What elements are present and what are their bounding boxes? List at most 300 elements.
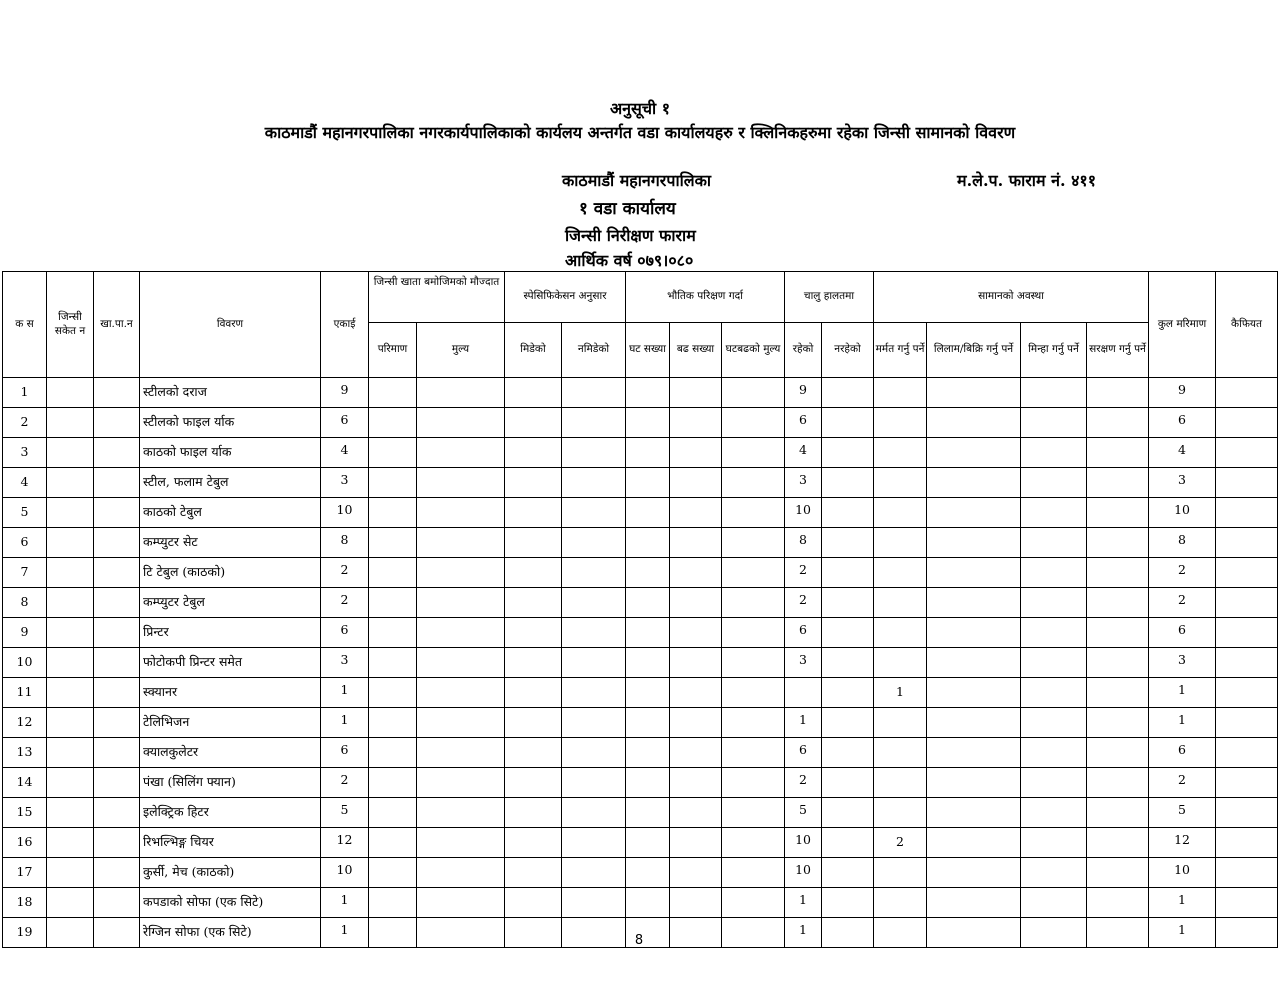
table-row xyxy=(3,438,1278,468)
cell-total: 2 xyxy=(1149,558,1216,588)
cell-remarks xyxy=(1216,678,1278,708)
cell-sn: 5 xyxy=(3,498,47,528)
cell-khapan xyxy=(94,828,140,858)
cell-description: क्यालकुलेटर xyxy=(140,738,321,768)
header-sn: क स xyxy=(3,272,47,378)
cell-matched xyxy=(505,738,562,768)
cell-quantity xyxy=(369,408,417,438)
cell-value xyxy=(417,738,505,768)
cell-working: 3 xyxy=(785,468,822,498)
cell-surplus xyxy=(670,558,722,588)
cell-value xyxy=(417,648,505,678)
cell-diff-value xyxy=(722,888,785,918)
cell-total: 1 xyxy=(1149,678,1216,708)
cell-jinsi-code xyxy=(47,798,94,828)
cell-value xyxy=(417,438,505,468)
cell-repair xyxy=(874,438,927,468)
cell-writeoff xyxy=(1021,678,1087,708)
cell-auction xyxy=(927,828,1021,858)
cell-repair xyxy=(874,858,927,888)
cell-repair: 2 xyxy=(874,828,927,858)
cell-matched xyxy=(505,498,562,528)
cell-jinsi-code xyxy=(47,738,94,768)
cell-working: 2 xyxy=(785,588,822,618)
cell-sn: 13 xyxy=(3,738,47,768)
cell-shortage xyxy=(626,888,670,918)
cell-matched xyxy=(505,798,562,828)
header-repair: मर्मत गर्नु पर्ने xyxy=(874,323,927,378)
cell-transfer xyxy=(1087,888,1149,918)
cell-total: 3 xyxy=(1149,648,1216,678)
cell-jinsi-code xyxy=(47,408,94,438)
cell-writeoff xyxy=(1021,888,1087,918)
cell-writeoff xyxy=(1021,498,1087,528)
cell-matched xyxy=(505,858,562,888)
header-jinsi-code: जिन्सी सकेत न xyxy=(47,272,94,378)
cell-khapan xyxy=(94,408,140,438)
cell-shortage xyxy=(626,678,670,708)
cell-sn: 2 xyxy=(3,408,47,438)
table-row xyxy=(3,588,1278,618)
cell-not-working xyxy=(822,378,874,408)
cell-description: स्टील, फलाम टेबुल xyxy=(140,468,321,498)
table-row xyxy=(3,738,1278,768)
cell-khapan xyxy=(94,558,140,588)
cell-diff-value xyxy=(722,558,785,588)
cell-unit: 10 xyxy=(321,858,369,888)
cell-description: पंखा (सिलिंग फ्यान) xyxy=(140,768,321,798)
cell-transfer xyxy=(1087,558,1149,588)
cell-diff-value xyxy=(722,438,785,468)
cell-writeoff xyxy=(1021,648,1087,678)
cell-quantity xyxy=(369,858,417,888)
cell-surplus xyxy=(670,528,722,558)
cell-repair xyxy=(874,768,927,798)
cell-value xyxy=(417,828,505,858)
cell-quantity xyxy=(369,888,417,918)
cell-description: कुर्सी, मेच (काठको) xyxy=(140,858,321,888)
cell-surplus xyxy=(670,468,722,498)
cell-unmatched xyxy=(562,468,626,498)
cell-unit: 1 xyxy=(321,918,369,948)
cell-unit: 1 xyxy=(321,888,369,918)
cell-repair xyxy=(874,498,927,528)
cell-transfer xyxy=(1087,768,1149,798)
cell-khapan xyxy=(94,498,140,528)
cell-total: 6 xyxy=(1149,618,1216,648)
cell-auction xyxy=(927,708,1021,738)
cell-description: रेग्जिन सोफा (एक सिटे) xyxy=(140,918,321,948)
cell-transfer xyxy=(1087,378,1149,408)
cell-value xyxy=(417,408,505,438)
cell-unmatched xyxy=(562,738,626,768)
cell-surplus xyxy=(670,768,722,798)
cell-khapan xyxy=(94,588,140,618)
cell-unmatched xyxy=(562,588,626,618)
cell-remarks xyxy=(1216,378,1278,408)
header-quantity: परिमाण xyxy=(369,323,417,378)
cell-matched xyxy=(505,468,562,498)
table-row xyxy=(3,708,1278,738)
cell-unit: 3 xyxy=(321,648,369,678)
cell-total: 5 xyxy=(1149,798,1216,828)
cell-description: काठको टेबुल xyxy=(140,498,321,528)
table-row xyxy=(3,798,1278,828)
cell-jinsi-code xyxy=(47,678,94,708)
cell-description: फोटोकपी प्रिन्टर समेत xyxy=(140,648,321,678)
cell-auction xyxy=(927,588,1021,618)
table-row xyxy=(3,888,1278,918)
cell-diff-value xyxy=(722,468,785,498)
cell-unit: 8 xyxy=(321,528,369,558)
cell-writeoff xyxy=(1021,438,1087,468)
cell-not-working xyxy=(822,468,874,498)
cell-transfer xyxy=(1087,438,1149,468)
cell-value xyxy=(417,888,505,918)
cell-unit: 1 xyxy=(321,678,369,708)
cell-shortage xyxy=(626,558,670,588)
cell-diff-value xyxy=(722,798,785,828)
cell-unmatched xyxy=(562,618,626,648)
cell-matched xyxy=(505,378,562,408)
cell-auction xyxy=(927,648,1021,678)
cell-transfer xyxy=(1087,408,1149,438)
cell-total: 6 xyxy=(1149,408,1216,438)
header-group-spec: स्पेसिफिकेसन अनुसार xyxy=(505,272,626,323)
cell-value xyxy=(417,708,505,738)
header-group-stock: जिन्सी खाता बमोजिमको मौज्दात xyxy=(369,272,505,323)
cell-quantity xyxy=(369,708,417,738)
cell-surplus xyxy=(670,858,722,888)
cell-not-working xyxy=(822,828,874,858)
cell-total: 9 xyxy=(1149,378,1216,408)
cell-auction xyxy=(927,678,1021,708)
cell-unmatched xyxy=(562,888,626,918)
cell-unmatched xyxy=(562,708,626,738)
cell-not-working xyxy=(822,588,874,618)
cell-transfer xyxy=(1087,828,1149,858)
header-description: विवरण xyxy=(140,272,321,378)
cell-shortage xyxy=(626,828,670,858)
page-number: 8 xyxy=(634,933,644,948)
table-row xyxy=(3,828,1278,858)
cell-writeoff xyxy=(1021,528,1087,558)
cell-shortage xyxy=(626,768,670,798)
header-matched: मिडेको xyxy=(505,323,562,378)
cell-diff-value xyxy=(722,618,785,648)
main-title: काठमाडौं महानगरपालिका नगरकार्यपालिकाको कार्यलय अन्तर्गत वडा कार्यालयहरु र क्लिनिकहरुमा रहेका जिन्सी सामानको विवरण xyxy=(264,123,1016,142)
header-value: मुल्य xyxy=(417,323,505,378)
cell-description: काठको फाइल र्याक xyxy=(140,438,321,468)
municipality-name: काठमाडौं महानगरपालिका xyxy=(562,171,712,190)
cell-surplus xyxy=(670,888,722,918)
cell-quantity xyxy=(369,768,417,798)
header-writeoff: मिन्हा गर्नु पर्ने xyxy=(1021,323,1087,378)
header-diff-value: घटबढको मुल्य xyxy=(722,323,785,378)
cell-remarks xyxy=(1216,768,1278,798)
cell-working: 6 xyxy=(785,618,822,648)
cell-shortage xyxy=(626,588,670,618)
header-group-physical: भौतिक परिक्षण गर्दा xyxy=(626,272,785,323)
header-transfer: सरक्षण गर्नु पर्ने xyxy=(1087,323,1149,378)
table-row xyxy=(3,498,1278,528)
cell-description: रिभल्भिङ्ग चियर xyxy=(140,828,321,858)
cell-unmatched xyxy=(562,858,626,888)
cell-matched xyxy=(505,708,562,738)
cell-jinsi-code xyxy=(47,498,94,528)
cell-shortage xyxy=(626,408,670,438)
cell-transfer xyxy=(1087,648,1149,678)
cell-khapan xyxy=(94,528,140,558)
cell-unit: 10 xyxy=(321,498,369,528)
cell-total: 1 xyxy=(1149,708,1216,738)
cell-repair xyxy=(874,408,927,438)
cell-unmatched xyxy=(562,498,626,528)
cell-surplus xyxy=(670,588,722,618)
cell-shortage xyxy=(626,708,670,738)
cell-value xyxy=(417,858,505,888)
cell-sn: 4 xyxy=(3,468,47,498)
cell-matched xyxy=(505,528,562,558)
table-row xyxy=(3,768,1278,798)
table-row xyxy=(3,408,1278,438)
cell-writeoff xyxy=(1021,768,1087,798)
cell-not-working xyxy=(822,708,874,738)
table-row xyxy=(3,378,1278,408)
cell-sn: 11 xyxy=(3,678,47,708)
cell-remarks xyxy=(1216,708,1278,738)
cell-value xyxy=(417,528,505,558)
cell-diff-value xyxy=(722,588,785,618)
cell-auction xyxy=(927,378,1021,408)
ward-office-title: १ वडा कार्यालय xyxy=(579,199,676,219)
cell-not-working xyxy=(822,498,874,528)
cell-working: 2 xyxy=(785,768,822,798)
cell-not-working xyxy=(822,438,874,468)
cell-shortage xyxy=(626,798,670,828)
cell-matched xyxy=(505,678,562,708)
cell-matched xyxy=(505,618,562,648)
cell-not-working xyxy=(822,618,874,648)
cell-sn: 7 xyxy=(3,558,47,588)
cell-quantity xyxy=(369,468,417,498)
cell-shortage xyxy=(626,438,670,468)
cell-transfer xyxy=(1087,588,1149,618)
cell-surplus xyxy=(670,678,722,708)
cell-total: 3 xyxy=(1149,468,1216,498)
cell-writeoff xyxy=(1021,558,1087,588)
cell-unit: 12 xyxy=(321,828,369,858)
cell-description: कम्प्युटर सेट xyxy=(140,528,321,558)
cell-quantity xyxy=(369,438,417,468)
cell-value xyxy=(417,468,505,498)
cell-matched xyxy=(505,438,562,468)
cell-quantity xyxy=(369,618,417,648)
cell-writeoff xyxy=(1021,858,1087,888)
cell-sn: 6 xyxy=(3,528,47,558)
cell-sn: 9 xyxy=(3,618,47,648)
cell-quantity xyxy=(369,738,417,768)
table-row xyxy=(3,678,1278,708)
cell-transfer xyxy=(1087,528,1149,558)
cell-diff-value xyxy=(722,408,785,438)
cell-value xyxy=(417,588,505,618)
header-unmatched: नमिडेको xyxy=(562,323,626,378)
cell-total: 10 xyxy=(1149,858,1216,888)
cell-total: 8 xyxy=(1149,528,1216,558)
cell-auction xyxy=(927,498,1021,528)
cell-remarks xyxy=(1216,618,1278,648)
cell-not-working xyxy=(822,738,874,768)
cell-khapan xyxy=(94,468,140,498)
cell-sn: 8 xyxy=(3,588,47,618)
cell-transfer xyxy=(1087,618,1149,648)
cell-khapan xyxy=(94,438,140,468)
cell-jinsi-code xyxy=(47,378,94,408)
cell-quantity xyxy=(369,528,417,558)
cell-surplus xyxy=(670,618,722,648)
cell-description: स्क्यानर xyxy=(140,678,321,708)
cell-working: 10 xyxy=(785,828,822,858)
cell-auction xyxy=(927,528,1021,558)
cell-jinsi-code xyxy=(47,708,94,738)
cell-shortage xyxy=(626,858,670,888)
cell-unit: 1 xyxy=(321,708,369,738)
cell-remarks xyxy=(1216,498,1278,528)
header-shortage: घट सख्या xyxy=(626,323,670,378)
cell-working: 6 xyxy=(785,738,822,768)
cell-unmatched xyxy=(562,648,626,678)
cell-sn: 3 xyxy=(3,438,47,468)
cell-remarks xyxy=(1216,408,1278,438)
cell-total: 1 xyxy=(1149,888,1216,918)
cell-remarks xyxy=(1216,798,1278,828)
cell-matched xyxy=(505,888,562,918)
cell-shortage xyxy=(626,738,670,768)
cell-jinsi-code xyxy=(47,768,94,798)
cell-matched xyxy=(505,828,562,858)
cell-transfer xyxy=(1087,498,1149,528)
cell-value xyxy=(417,768,505,798)
cell-remarks xyxy=(1216,828,1278,858)
table-row xyxy=(3,528,1278,558)
cell-remarks xyxy=(1216,558,1278,588)
cell-remarks xyxy=(1216,528,1278,558)
cell-quantity xyxy=(369,828,417,858)
cell-not-working xyxy=(822,528,874,558)
cell-shortage xyxy=(626,468,670,498)
cell-not-working xyxy=(822,678,874,708)
cell-auction xyxy=(927,888,1021,918)
cell-diff-value xyxy=(722,708,785,738)
cell-unmatched xyxy=(562,528,626,558)
cell-diff-value xyxy=(722,498,785,528)
cell-value xyxy=(417,378,505,408)
cell-auction xyxy=(927,738,1021,768)
cell-value xyxy=(417,678,505,708)
cell-jinsi-code xyxy=(47,888,94,918)
cell-jinsi-code xyxy=(47,438,94,468)
cell-transfer xyxy=(1087,738,1149,768)
cell-sn: 19 xyxy=(3,918,47,948)
cell-working: 2 xyxy=(785,558,822,588)
cell-working: 6 xyxy=(785,408,822,438)
cell-working xyxy=(785,678,822,708)
header-khapan: खा.पा.न xyxy=(94,272,140,378)
cell-jinsi-code xyxy=(47,588,94,618)
cell-repair xyxy=(874,588,927,618)
cell-auction xyxy=(927,438,1021,468)
cell-transfer xyxy=(1087,858,1149,888)
cell-sn: 14 xyxy=(3,768,47,798)
cell-working: 1 xyxy=(785,888,822,918)
form-title: जिन्सी निरीक्षण फाराम xyxy=(565,226,696,245)
cell-value xyxy=(417,618,505,648)
cell-writeoff xyxy=(1021,828,1087,858)
cell-total: 10 xyxy=(1149,498,1216,528)
cell-total: 4 xyxy=(1149,438,1216,468)
cell-writeoff xyxy=(1021,798,1087,828)
inventory-table-body xyxy=(3,378,1278,948)
cell-matched xyxy=(505,588,562,618)
cell-sn: 12 xyxy=(3,708,47,738)
cell-unit: 3 xyxy=(321,468,369,498)
cell-unit: 5 xyxy=(321,798,369,828)
cell-matched xyxy=(505,648,562,678)
cell-quantity xyxy=(369,798,417,828)
cell-not-working xyxy=(822,768,874,798)
cell-description: टि टेबुल (काठको) xyxy=(140,558,321,588)
cell-jinsi-code xyxy=(47,858,94,888)
cell-working: 5 xyxy=(785,798,822,828)
cell-sn: 1 xyxy=(3,378,47,408)
cell-unmatched xyxy=(562,438,626,468)
cell-jinsi-code xyxy=(47,468,94,498)
cell-khapan xyxy=(94,378,140,408)
cell-description: कम्प्युटर टेबुल xyxy=(140,588,321,618)
table-row xyxy=(3,558,1278,588)
cell-transfer xyxy=(1087,798,1149,828)
cell-sn: 10 xyxy=(3,648,47,678)
cell-total: 1 xyxy=(1149,918,1216,948)
cell-sn: 17 xyxy=(3,858,47,888)
cell-not-working xyxy=(822,858,874,888)
cell-not-working xyxy=(822,888,874,918)
cell-quantity xyxy=(369,498,417,528)
cell-unit: 4 xyxy=(321,438,369,468)
cell-auction xyxy=(927,768,1021,798)
cell-repair xyxy=(874,558,927,588)
cell-transfer xyxy=(1087,678,1149,708)
header-group-working: चालु हालतमा xyxy=(785,272,874,323)
cell-not-working xyxy=(822,558,874,588)
cell-unit: 6 xyxy=(321,408,369,438)
cell-unit: 2 xyxy=(321,768,369,798)
header-remarks: कैफियत xyxy=(1216,272,1278,378)
cell-khapan xyxy=(94,678,140,708)
cell-diff-value xyxy=(722,768,785,798)
cell-remarks xyxy=(1216,648,1278,678)
cell-writeoff xyxy=(1021,408,1087,438)
header-is: रहेको xyxy=(785,323,822,378)
cell-quantity xyxy=(369,588,417,618)
cell-repair xyxy=(874,888,927,918)
cell-unmatched xyxy=(562,678,626,708)
cell-unmatched xyxy=(562,768,626,798)
cell-unit: 2 xyxy=(321,588,369,618)
cell-writeoff xyxy=(1021,708,1087,738)
cell-surplus xyxy=(670,798,722,828)
